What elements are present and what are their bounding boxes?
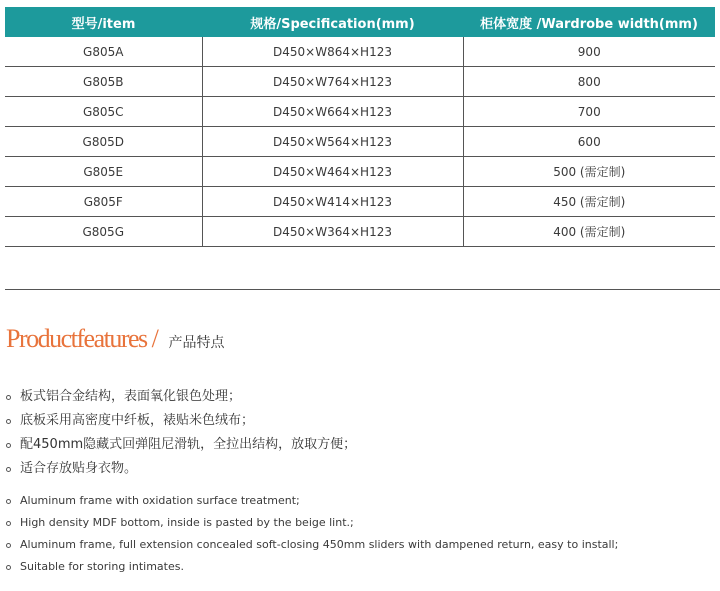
list-item xyxy=(6,457,356,481)
list-item xyxy=(6,433,356,457)
list-item-text: Suitable for storing intimates. xyxy=(20,560,184,573)
cell-item: G805E xyxy=(5,157,202,187)
cell-width: 400 (需定制) xyxy=(463,217,715,247)
cell-spec: D450×W414×H123 xyxy=(202,187,463,217)
cell-width: 700 xyxy=(463,97,715,127)
list-item xyxy=(6,534,618,556)
table-row xyxy=(5,217,715,247)
table-row xyxy=(5,67,715,97)
list-item-text: 底板采用高密度中纤板，裱贴米色绒布； xyxy=(20,413,255,428)
cell-width: 900 xyxy=(463,37,715,67)
cell-width: 800 xyxy=(463,67,715,97)
header-item: 型号/item xyxy=(5,7,202,37)
header-wardrobe-width: 柜体宽度 /Wardrobe width(mm) xyxy=(463,7,715,37)
list-item-text: 配450mm隐藏式回弹阻尼滑轨，全拉出结构，放取方便； xyxy=(20,437,357,452)
table-row xyxy=(5,127,715,157)
features-title xyxy=(6,324,224,354)
cell-width: 500 (需定制) xyxy=(463,157,715,187)
bullet-icon xyxy=(6,543,11,548)
cell-spec: D450×W464×H123 xyxy=(202,157,463,187)
list-item-text: 板式铝合金结构，表面氧化银色处理； xyxy=(20,389,242,404)
bullet-icon xyxy=(6,565,11,570)
list-item-text: Aluminum frame with oxidation surface treatment; xyxy=(20,494,300,507)
cell-item: G805C xyxy=(5,97,202,127)
list-item xyxy=(6,385,356,409)
table-row xyxy=(5,187,715,217)
spec-table xyxy=(5,7,715,247)
cell-spec: D450×W364×H123 xyxy=(202,217,463,247)
bullet-icon xyxy=(6,395,11,400)
section-divider xyxy=(5,289,720,290)
cell-width: 600 xyxy=(463,127,715,157)
cell-item: G805F xyxy=(5,187,202,217)
bullet-icon xyxy=(6,521,11,526)
cell-item: G805A xyxy=(5,37,202,67)
cell-spec: D450×W564×H123 xyxy=(202,127,463,157)
list-item-text: Aluminum frame, full extension concealed soft-closing 450mm sliders with dampened return, easy to install; xyxy=(20,538,619,551)
list-item xyxy=(6,512,618,534)
cell-item: G805G xyxy=(5,217,202,247)
table-row xyxy=(5,97,715,127)
list-item xyxy=(6,490,618,512)
list-item-text: High density MDF bottom, inside is pasted by the beige lint.; xyxy=(20,516,354,529)
list-item xyxy=(6,409,356,433)
bullet-icon xyxy=(6,467,11,472)
bullet-icon xyxy=(6,443,11,448)
bullet-icon xyxy=(6,499,11,504)
list-item xyxy=(6,556,618,578)
header-specification: 规格/Specification(mm) xyxy=(202,7,463,37)
bullet-icon xyxy=(6,419,11,424)
table-header-row xyxy=(5,7,715,37)
cell-item: G805D xyxy=(5,127,202,157)
table-row xyxy=(5,37,715,67)
table-row xyxy=(5,157,715,187)
features-list-cn xyxy=(6,385,356,481)
features-title-en: Productfeatures / xyxy=(6,324,158,353)
cell-item: G805B xyxy=(5,67,202,97)
cell-spec: D450×W764×H123 xyxy=(202,67,463,97)
cell-width: 450 (需定制) xyxy=(463,187,715,217)
list-item-text: 适合存放贴身衣物。 xyxy=(20,461,138,476)
features-list-en xyxy=(6,490,618,578)
features-title-cn: 产品特点 xyxy=(168,335,225,351)
cell-spec: D450×W864×H123 xyxy=(202,37,463,67)
cell-spec: D450×W664×H123 xyxy=(202,97,463,127)
